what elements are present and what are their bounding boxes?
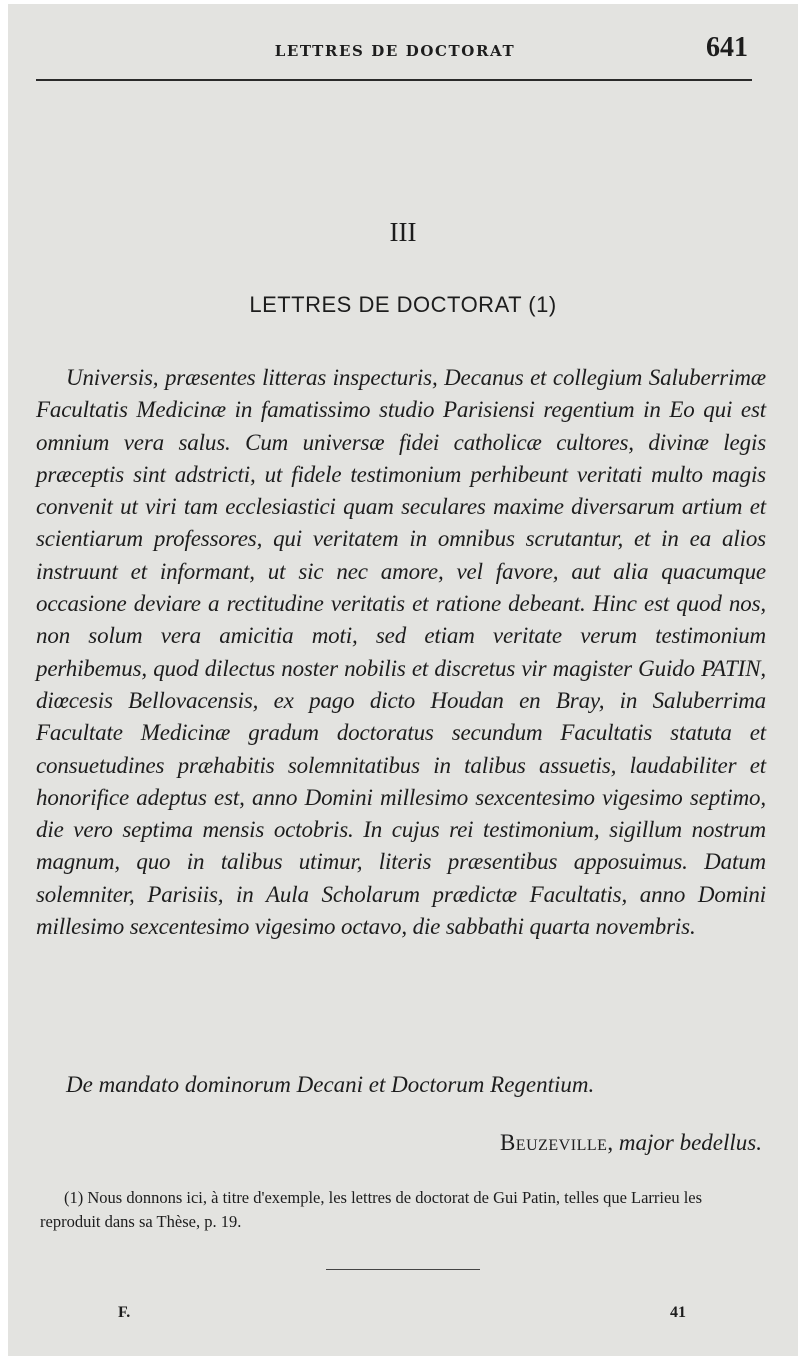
section-title: LETTRES DE DOCTORAT (1) (249, 292, 557, 317)
signature-role: major bedellus. (618, 1130, 762, 1155)
running-title: LETTRES DE DOCTORAT (274, 42, 516, 60)
header-rule (36, 79, 752, 81)
book-page (8, 4, 798, 1356)
letter-paragraph: Universis, præsentes litteras inspecturis, Decanus et collegium Saluberrimæ Facultatis Medicinæ in famatissimo studio Parisiensi regentium in Eo qui est omnium vera salus. Cum universæ fidei catholicæ cultores, divinæ legis præceptis sint adstricti, ut fidele testimonium perhibeunt veritati multo magis convenit ut viri tam ecclesiastici quam seculares maxime diversarum artium et scientiarum professores, qui veritatem in omnibus scrutantur, et in ea alios instruunt et informant, ut sic nec amore, vel favore, aut alia quacumque occasione deviare a rectitudine veritatis et ratione debeant. Hinc est quod nos, non solum vera amicitia moti, sed etiam veritate verum testimonium perhibemus, quod dilectus noster nobilis et discretus vir magister Guido PATIN, diœcesis Bellovacensis, ex pago dicto Houdan en Bray, in Saluberrima Facultate Medicinæ gradum doctoratus secundum Facultatis statuta et consuetudines præhabitis solemnitatibus in talibus assuetis, laudabiliter et honorifice adeptus est, anno Domini millesimo sexcentesimo vigesimo septimo, die vero septima mensis octobris. In cujus rei testimonium, sigillum nostrum magnum, quo in talibus utimur, literis præsentibus apposuimus. Datum solemniter, Parisiis, in Aula Scholarum prædictæ Facultatis, anno Domini millesimo sexcentesimo vigesimo octavo, die sabbathi quarta novembris. (36, 365, 766, 940)
section-number: III (389, 217, 417, 247)
running-header (36, 32, 754, 72)
mandate-line: De mandato dominorum Decani et Doctorum Regentium. (66, 1072, 595, 1097)
signature-name: Beuzeville (499, 1130, 608, 1155)
page-number: 641 (706, 32, 748, 63)
footer-rule (326, 1269, 480, 1270)
letter-body (36, 362, 766, 943)
gathering-number: 41 (670, 1304, 686, 1321)
signature: Beuzeville, major bedellus. (499, 1130, 762, 1155)
footnote (40, 1186, 760, 1234)
signature-mark: F. (118, 1304, 131, 1321)
footnote-text: (1) Nous donnons ici, à titre d'exemple, les lettres de doctorat de Gui Patin, telles que Larrieu les reproduit dans sa Thèse, p. 19. (40, 1188, 703, 1231)
